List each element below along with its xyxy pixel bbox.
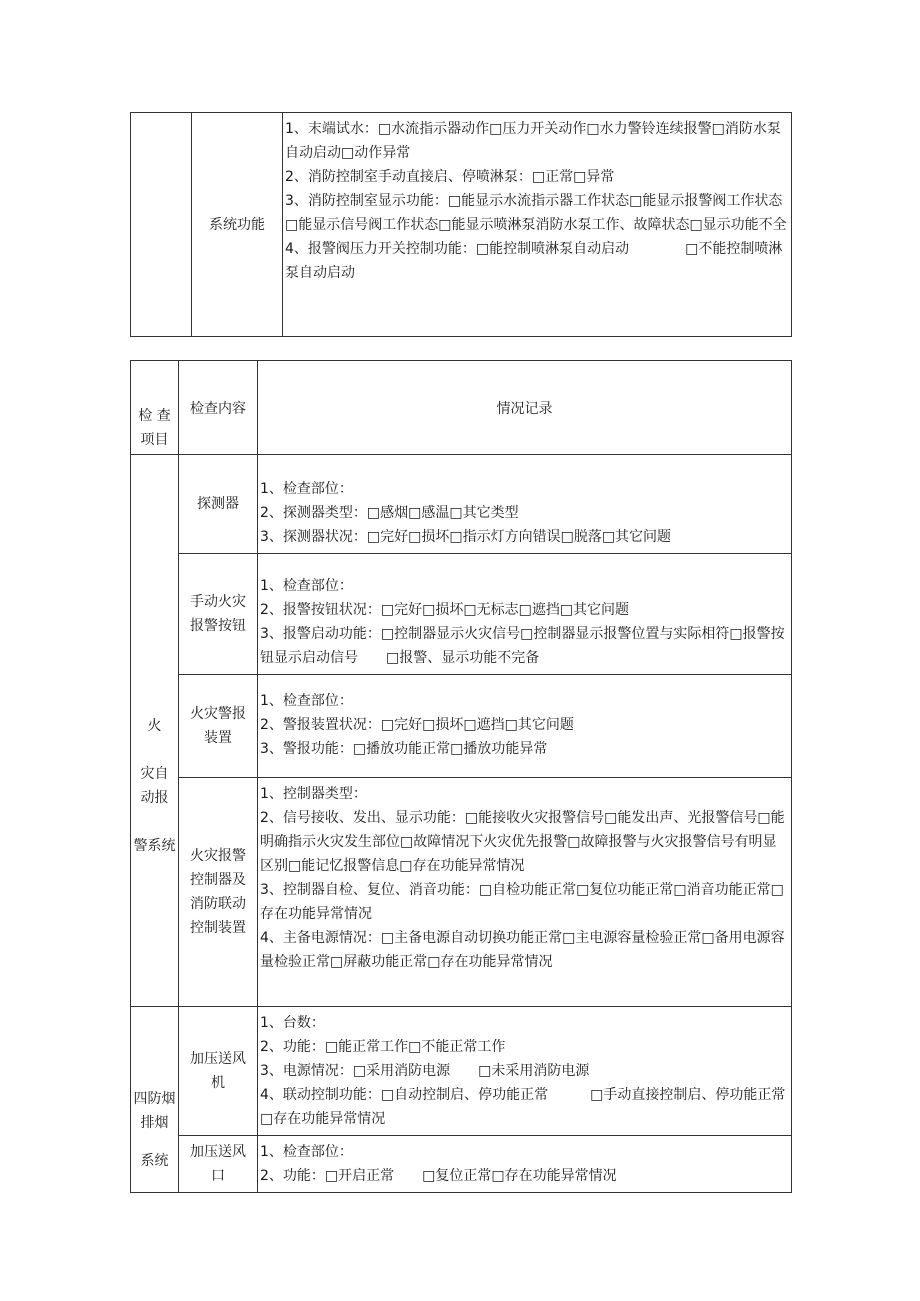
content-line: 火灾报警 [190,848,246,864]
inspection-table [130,360,792,1193]
header-content: 检查内容 [179,361,258,455]
record-line: 1、台数： [260,1015,325,1031]
content-cell-system-function: 系统功能 [192,113,283,337]
record-line: 2、信号接收、发出、显示功能：□能接收火灾报警信号□能发出声、光报警信号□能明确指示火灾发生部位□故障情况下火灾优先报警□故障报警与火灾报警信号有明显区别□能记忆报警信息□存在功能异常情况 [260,810,785,874]
record-line: 3、控制器自检、复位、消音功能：□自检功能正常□复位功能正常□消音功能正常□存在功能异常情况 [260,882,784,922]
item-fire-alarm-system [131,455,179,1007]
record-fire-alarm-device [258,675,792,778]
content-line: 加压送风 [190,1051,246,1067]
header-item [131,361,179,455]
record-line: 4、报警阀压力开关控制功能：□能控制喷淋泵自动启动 □不能控制喷淋泵自动启动 [285,241,783,281]
record-line: 2、警报装置状况：□完好□损坏□遮挡□其它问题 [260,717,574,733]
record-line: 4、联动控制功能：□自动控制启、停功能正常 □手动直接控制启、停功能正常□存在功能异常情况 [260,1087,786,1127]
table-row [131,675,792,778]
content-line: 口 [211,1168,225,1184]
record-line: 2、功能：□能正常工作□不能正常工作 [260,1039,506,1055]
header-record: 情况记录 [258,361,792,455]
record-line: 2、报警按钮状况：□完好□损坏□无标志□遮挡□其它问题 [260,602,630,618]
record-cell-system-function [283,113,792,337]
record-line: 1、检查部位： [260,578,353,594]
record-line: 1、检查部位： [260,1144,353,1160]
record-line: 3、警报功能：□播放功能正常□播放功能异常 [260,741,548,757]
header-row [131,361,792,455]
table-row [131,455,792,554]
content-line: 控制装置 [190,920,246,936]
system-function-table [130,112,792,337]
table-row [131,1136,792,1193]
record-line: 2、消防控制室手动直接启、停喷淋泵：□正常□异常 [285,169,615,185]
content-line: 机 [211,1075,225,1091]
record-line: 1、末端试水：□水流指示器动作□压力开关动作□水力警铃连续报警□消防水泵自动启动□动作异常 [285,121,781,161]
content-pressurized-fan [179,1007,258,1136]
content-line: 报警按钮 [190,618,246,634]
content-detector: 探测器 [179,455,258,554]
record-line: 1、控制器类型： [260,786,367,802]
item-label-line: 动报 [140,789,169,806]
item-smoke-control-system [131,1007,179,1193]
item-label-line: 灾自 [140,765,169,782]
item-label-line: 排烟 [140,1114,169,1131]
record-line: 3、报警启动功能：□控制器显示火灾信号□控制器显示报警位置与实际相符□报警按钮显示启动信号 □报警、显示功能不完备 [260,626,785,666]
record-pressurized-fan [258,1007,792,1136]
record-line: 2、功能：□开启正常 □复位正常□存在功能异常情况 [260,1168,617,1184]
content-fire-alarm-controller [179,778,258,1007]
record-manual-alarm-button [258,554,792,675]
record-line: 1、检查部位： [260,481,353,497]
item-label-line: 警系统 [133,837,176,854]
content-line: 火灾警报 [190,706,246,722]
content-manual-alarm-button [179,554,258,675]
item-label-line: 系统 [140,1152,169,1169]
blank-item-cell [131,113,192,337]
content-line: 消防联动 [190,896,246,912]
header-item-line: 项目 [140,432,169,448]
item-label-line: 火 [147,717,162,734]
content-pressurized-vent [179,1136,258,1193]
content-line: 控制器及 [190,872,246,888]
table-row [131,554,792,675]
table-row [131,778,792,1007]
record-line: 4、主备电源情况：□主备电源自动切换功能正常□主电源容量检验正常□备用电源容量检验正常□屏蔽功能正常□存在功能异常情况 [260,930,785,970]
content-line: 手动火灾 [190,594,246,610]
content-line: 加压送风 [190,1144,246,1160]
table-row [131,1007,792,1136]
content-line: 装置 [204,730,232,746]
record-line: 3、探测器状况：□完好□损坏□指示灯方向错误□脱落□其它问题 [260,529,672,545]
record-detector [258,455,792,554]
record-line: 1、检查部位： [260,693,353,709]
record-line: 2、探测器类型：□感烟□感温□其它类型 [260,505,519,521]
record-pressurized-vent [258,1136,792,1193]
content-fire-alarm-device [179,675,258,778]
header-item-line: 检 查 [138,408,171,424]
record-line: 3、电源情况：□采用消防电源 □未采用消防电源 [260,1063,590,1079]
item-label-line: 四防烟 [133,1090,176,1107]
record-line: 3、消防控制室显示功能：□能显示水流指示器工作状态□能显示报警阀工作状态□能显示信号阀工作状态□能显示喷淋泵消防水泵工作、故障状态□显示功能不全 [285,193,787,233]
record-fire-alarm-controller [258,778,792,1007]
